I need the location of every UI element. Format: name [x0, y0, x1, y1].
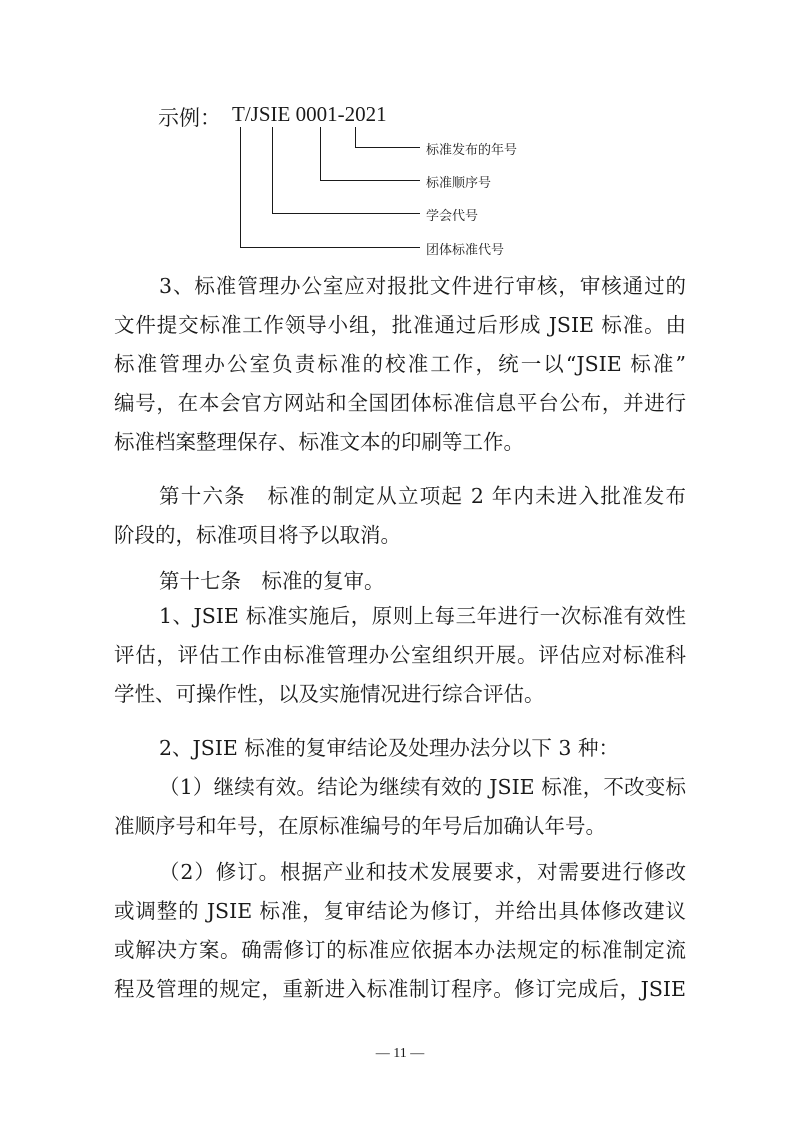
bracket-vline-society — [272, 127, 273, 213]
paragraph-line: 标准档案整理保存、标准文本的印刷等工作。 — [114, 430, 524, 454]
paragraph-line: 第十七条 标准的复审。 — [159, 569, 385, 593]
page-number: — 11 — — [375, 1046, 425, 1061]
paragraph-3 — [114, 267, 686, 462]
annotation-society: 学会代号 — [426, 209, 479, 224]
paragraph-2 — [114, 729, 686, 768]
bracket-hline-seq — [320, 180, 420, 181]
paragraph-line: 文件提交标准工作领导小组，批准通过后形成 JSIE 标准。由 — [114, 313, 686, 337]
article-16 — [114, 477, 686, 555]
paragraph-line: 或解决方案。确需修订的标准应依据本办法规定的标准制定流 — [114, 938, 686, 962]
item-2-revision — [114, 853, 686, 1009]
paragraph-line: 第十六条 标准的制定从立项起 2 年内未进入批准发布 — [159, 484, 686, 508]
paragraph-line: 2、JSIE 标准的复审结论及处理办法分以下 3 种： — [159, 736, 619, 760]
paragraph-line: 准顺序号和年号，在原标准编号的年号后加确认年号。 — [114, 814, 606, 838]
paragraph-line: 学性、可操作性，以及实施情况进行综合评估。 — [114, 682, 545, 706]
example-code: T/JSIE 0001-2021 — [232, 102, 387, 126]
paragraph-line: 1、JSIE 标准实施后，原则上每三年进行一次标准有效性 — [159, 604, 686, 628]
bracket-hline-society — [272, 213, 420, 214]
bracket-hline-group — [240, 247, 420, 248]
paragraph-1 — [114, 597, 686, 714]
bracket-vline-group — [240, 127, 241, 247]
paragraph-line: 评估，评估工作由标准管理办公室组织开展。评估应对标准科 — [114, 643, 686, 667]
example-prefix: 示例： — [158, 106, 221, 130]
annotation-group: 团体标准代号 — [426, 243, 505, 258]
paragraph-line: 标准管理办公室负责标准的校准工作，统一以“JSIE 标准” — [114, 352, 686, 376]
annotation-year: 标准发布的年号 — [426, 143, 518, 158]
paragraph-line: 阶段的，标准项目将予以取消。 — [114, 523, 401, 547]
paragraph-line: 编号，在本会官方网站和全国团体标准信息平台公布，并进行 — [114, 391, 686, 415]
item-1-continue-valid — [114, 768, 686, 846]
paragraph-line: 或调整的 JSIE 标准，复审结论为修订，并给出具体修改建议 — [114, 899, 686, 923]
bracket-vline-year — [355, 127, 356, 147]
article-17 — [114, 562, 686, 601]
paragraph-line: （1）继续有效。结论为继续有效的 JSIE 标准，不改变标 — [159, 775, 686, 799]
paragraph-line: 3、标准管理办公室应对报批文件进行审核，审核通过的 — [159, 274, 686, 298]
bracket-hline-year — [355, 147, 420, 148]
paragraph-line: 程及管理的规定，重新进入标准制订程序。修订完成后，JSIE — [114, 977, 686, 1001]
paragraph-line: （2）修订。根据产业和技术发展要求，对需要进行修改 — [159, 860, 686, 884]
bracket-vline-seq — [320, 127, 321, 180]
annotation-sequence: 标准顺序号 — [426, 176, 492, 191]
